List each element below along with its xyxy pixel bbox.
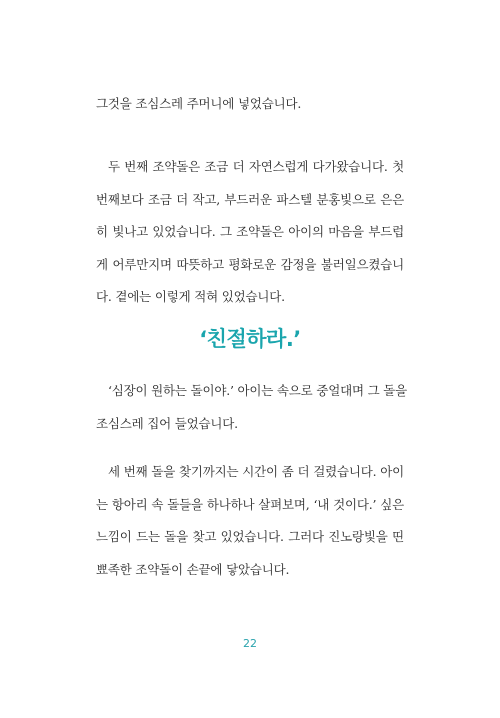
text-line: 조심스레 집어 들었습니다. <box>96 415 238 431</box>
text-line: 히 빛나고 있었습니다. 그 조약돌은 아이의 마음을 부드럽 <box>96 224 404 239</box>
quote-heading: ‘친절하라.’ <box>199 327 301 351</box>
paragraph-4 <box>96 456 404 586</box>
page-number: 22 <box>243 637 257 650</box>
text-line: 두 번째 조약돌은 조금 더 자연스럽게 다가왔습니다. 첫 <box>108 159 404 174</box>
text-line: 뾰족한 조약돌이 손끝에 닿았습니다. <box>96 561 290 577</box>
text-line: 다. 곁에는 이렇게 적혀 있었습니다. <box>96 289 285 304</box>
text-line: 느낌이 드는 돌을 찾고 있었습니다. 그러다 진노랑빛을 띤 <box>96 529 404 544</box>
text-line: ‘심장이 원하는 돌이야.’ 아이는 속으로 중얼대며 그 돌을 <box>108 383 407 398</box>
text-line: 는 항아리 속 돌들을 하나하나 살펴보며, ‘내 것이다.’ 싶은 <box>96 496 404 512</box>
text-line: 세 번째 돌을 찾기까지는 시간이 좀 더 걸렸습니다. 아이 <box>108 464 404 479</box>
paragraph-2 <box>96 151 404 314</box>
text-line: 게 어루만지며 따뜻하고 평화로운 감정을 불러일으켰습니 <box>96 256 404 272</box>
paragraph-1 <box>96 88 404 121</box>
paragraph-3 <box>96 375 407 440</box>
text-line: 그것을 조심스레 주머니에 넣었습니다. <box>96 96 302 111</box>
text-line: 번째보다 조금 더 작고, 부드러운 파스텔 분홍빛으로 은은 <box>96 191 404 207</box>
